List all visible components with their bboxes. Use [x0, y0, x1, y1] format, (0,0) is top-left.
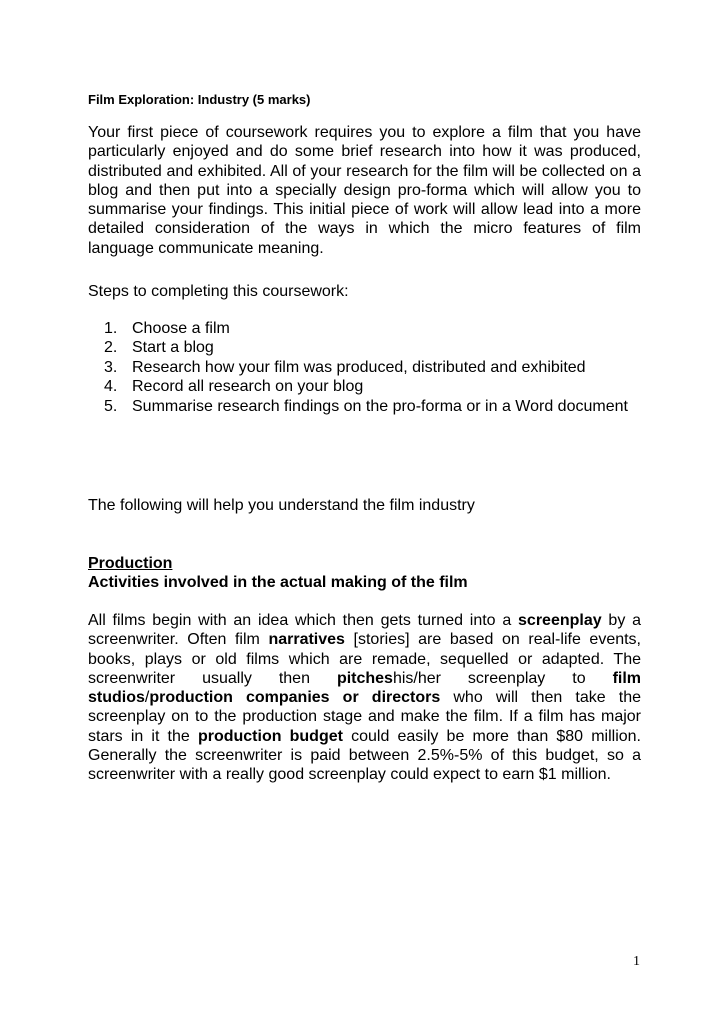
text-run: who will then take the screenplay on to the production stage and make the film. If a film has major stars in it the: [88, 689, 641, 745]
production-paragraph: [88, 611, 641, 785]
text-run: /: [144, 689, 150, 707]
list-item-text: Record all research on your blog: [132, 378, 364, 396]
term-production-companies: production companies or directors: [149, 689, 441, 707]
list-item: [88, 319, 641, 338]
list-item: [88, 397, 641, 416]
steps-list: [88, 319, 641, 416]
section-subtitle: Activities involved in the actual making of the film: [88, 574, 468, 591]
list-item: [88, 358, 641, 377]
intro-paragraph: Your first piece of coursework requires you to explore a film that you have particularly enjoyed and do some brief research into how it was produced, distributed and exhibited. All of your research for the film will be collected on a blog and then put into a specially design pro-forma which will allow you to summarise your findings. This initial piece of work will allow lead into a more detailed consideration of the ways in which the micro features of film language communicate meaning.: [88, 124, 641, 257]
term-pitches: pitches: [336, 669, 393, 687]
list-item-number: 2.: [104, 339, 118, 357]
term-screenplay: screenplay: [518, 612, 602, 629]
section-title: Production: [88, 555, 173, 572]
helper-text: The following will help you understand the film industry: [88, 497, 475, 514]
document-title: Film Exploration: Industry (5 marks): [88, 92, 311, 107]
list-item: [88, 338, 641, 357]
list-item-text: Research how your film was produced, distributed and exhibited: [132, 358, 586, 376]
list-item-text: Summarise research findings on the pro-forma or in a Word document: [132, 397, 628, 415]
text-run: by a screenwriter. Often film: [88, 612, 641, 649]
text-run: his/her screenplay to: [392, 669, 613, 687]
list-item-number: 3.: [104, 358, 118, 376]
list-item-text: Choose a film: [132, 320, 230, 337]
list-item-number: 1.: [104, 320, 118, 337]
list-item-number: 4.: [104, 378, 118, 396]
term-production-budget: production budget: [197, 727, 343, 745]
text-run: All films begin with an idea which then gets turned into a: [88, 612, 519, 629]
term-narratives: narratives: [268, 631, 345, 649]
text-run: [stories] are based on real-life events, books, plays or old films which are remade, sequelled or adapted. The screenwriter usually then: [88, 631, 642, 687]
list-item-number: 5.: [104, 397, 118, 415]
list-item: [88, 377, 641, 396]
text-run: could easily be more than $80 million. Generally the screenwriter is paid between 2.5%-5% of this budget, so a screenwriter with a really good screenplay could expect to earn $1 million.: [88, 727, 642, 784]
term-film-studios: film studios: [88, 669, 642, 707]
list-item-text: Start a blog: [132, 339, 214, 357]
page-number: 1: [633, 954, 640, 969]
steps-heading: Steps to completing this coursework:: [88, 283, 349, 300]
